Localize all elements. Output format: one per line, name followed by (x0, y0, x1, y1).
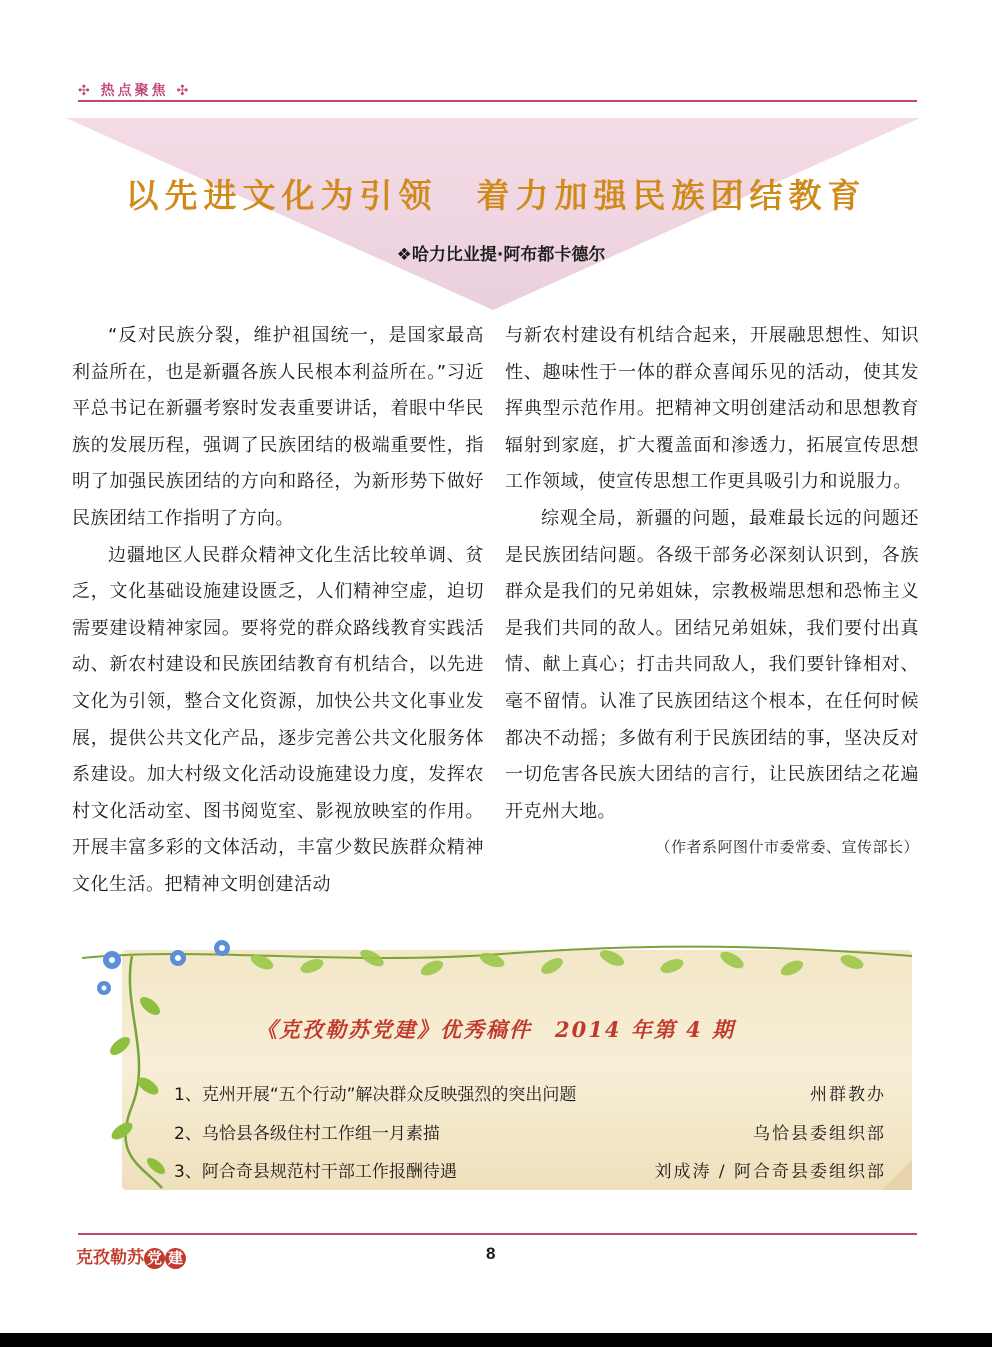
body-column-left (72, 318, 484, 904)
paragraph: “反对民族分裂，维护祖国统一，是国家最高利益所在，也是新疆各族人民根本利益所在。”习近平总书记在新疆考察时发表重要讲话，着眼中华民族的发展历程，强调了民族团结的极端重要性，指明了加强民族团结的方向和路径，为新形势下做好民族团结工作指明了方向。 (72, 325, 484, 529)
section-tag-label: 热点聚焦 (100, 83, 169, 99)
logo-text: 克孜勒苏 (76, 1248, 144, 1268)
ornament-icon: ✣ (78, 83, 93, 99)
list-item (174, 1080, 886, 1105)
paragraph: 综观全局，新疆的问题，最难最长远的问题还是民族团结问题。各级干部务必深刻认识到，各族群众是我们的兄弟姐妹，宗教极端思想和恐怖主义是我们共同的敌人。团结兄弟姐妹，我们要付出真情、献上真心；打击共同敌人，我们要针锋相对、毫不留情。认准了民族团结这个根本，在任何时候都决不动摇；多做有利于民族团结的事，坚决反对一切危害各民族大团结的言行，让民族团结之花遍开克州大地。 (505, 507, 919, 822)
list-item (174, 1119, 886, 1144)
body-column-right (505, 318, 919, 864)
item-source: 刘成涛 / 阿合奇县委组织部 (654, 1162, 886, 1182)
panel-title: 《克孜勒苏党建》优秀稿件 2014 年第 4 期 (256, 1017, 735, 1042)
excellent-works-panel (82, 936, 922, 1190)
page-number: 8 (486, 1244, 496, 1263)
item-title: 2、乌恰县各级住村工作组一月素描 (174, 1124, 440, 1144)
paragraph: 边疆地区人民群众精神文化生活比较单调、贫乏，文化基础设施建设匮乏，人们精神空虚，迫切需要建设精神家园。要将党的群众路线教育实践活动、新农村建设和民族团结教育有机结合，以先进文化为引领，整合文化资源，加快公共文化事业发展，提供公共文化产品，逐步完善公共文化服务体系建设。加大村级文化活动设施建设力度，发挥农村文化活动室、图书阅览室、影视放映室的作用。开展丰富多彩的文体活动，丰富少数民族群众精神文化生活。把精神文明创建活动 (72, 544, 484, 895)
section-tag (78, 80, 191, 102)
logo-highlight: 党 (144, 1248, 165, 1269)
item-title: 1、克州开展“五个行动”解决群众反映强烈的突出问题 (174, 1085, 577, 1105)
item-source: 乌恰县委组织部 (753, 1124, 886, 1144)
magazine-logo (76, 1243, 186, 1269)
header-rule (78, 100, 917, 102)
item-title: 3、阿合奇县规范村干部工作报酬待遇 (174, 1162, 457, 1182)
logo-highlight: 建 (165, 1248, 186, 1269)
item-source: 州群教办 (810, 1085, 886, 1105)
vine-decoration-icon (82, 936, 922, 1190)
author-note: （作者系阿图什市委常委、宣传部长） (655, 838, 919, 857)
footer-rule (78, 1233, 917, 1235)
list-item (174, 1157, 886, 1182)
article-title: 以先进文化为引领 着力加强民族团结教育 (125, 176, 867, 215)
article-author: ❖哈力比业提·阿布都卡德尔 (396, 245, 606, 265)
bottom-bar (0, 1333, 992, 1347)
ornament-icon: ✣ (176, 83, 192, 99)
paragraph: 与新农村建设有机结合起来，开展融思想性、知识性、趣味性于一体的群众喜闻乐见的活动，使其发挥典型示范作用。把精神文明创建活动和思想教育辐射到家庭，扩大覆盖面和渗透力，拓展宣传思想工作领域，使宣传思想工作更具吸引力和说服力。 (505, 325, 919, 493)
